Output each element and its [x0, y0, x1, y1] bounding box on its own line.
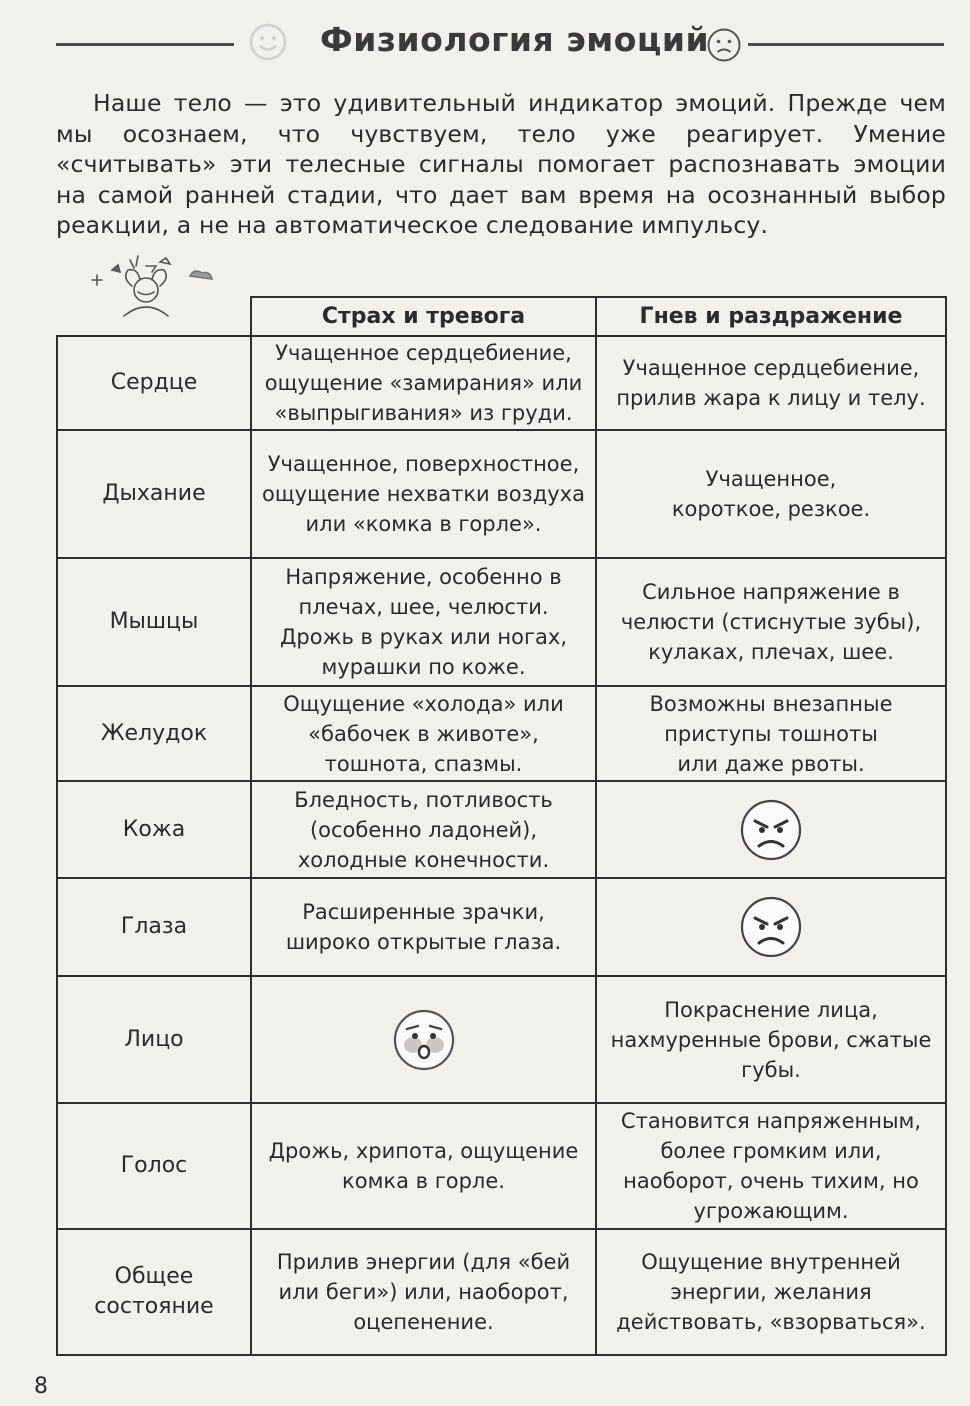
fear-cell: Прилив энергии (для «бей или беги») или, наоборот, оцепенение. [251, 1229, 596, 1355]
fear-cell: Дрожь, хрипота, ощущение комка в горле. [251, 1103, 596, 1229]
anger-cell: Учащенное сердцебиение, прилив жара к лицу и телу. [596, 336, 946, 430]
table-row [57, 558, 946, 686]
fear-cell: Учащенное, поверхностное, ощущение нехватки воздуха или «комка в горле». [251, 430, 596, 558]
angry-face-icon [738, 797, 804, 863]
emotions-physiology-table [56, 296, 947, 1356]
anger-icon-cell [596, 878, 946, 976]
intro-paragraph: Наше тело — это удивительный индикатор эмоций. Прежде чем мы осознаем, что чувствуем, тело уже реагирует. Умение «считывать» эти телесные сигналы помогает распознавать эмоции на самой ранней стадии, что дает вам время на осознанный выбор реакции, а не на автоматическое следование импульсу. [56, 89, 946, 239]
row-category: Лицо [57, 976, 251, 1103]
anger-cell: Становится напряженным, более громким или, наоборот, очень тихим, но угрожающим. [596, 1103, 946, 1229]
table-row [57, 336, 946, 430]
smiley-icon [248, 22, 288, 62]
page-number: 8 [34, 1374, 48, 1399]
anger-cell: Учащенное, короткое, резкое. [596, 430, 946, 558]
table-row [57, 976, 946, 1103]
table-header-corner [57, 297, 251, 336]
row-category: Дыхание [57, 430, 251, 558]
sad-face-icon [706, 27, 742, 63]
table-row [57, 430, 946, 558]
row-category: Сердце [57, 336, 251, 430]
anger-cell: Возможны внезапные приступы тошноты или даже рвоты. [596, 686, 946, 781]
fear-cell: Напряжение, особенно в плечах, шее, челюсти. Дрожь в руках или ногах, мурашки по коже. [251, 558, 596, 686]
anger-cell: Сильное напряжение в челюсти (стиснутые зубы), кулаках, плечах, шее. [596, 558, 946, 686]
row-category: Мышцы [57, 558, 251, 686]
column-header-anger: Гнев и раздражение [596, 297, 946, 336]
anger-icon-cell [596, 781, 946, 878]
row-category: Глаза [57, 878, 251, 976]
table-row [57, 686, 946, 781]
table-row [57, 1229, 946, 1355]
table-row [57, 781, 946, 878]
page-title: Физиология эмоций [320, 20, 710, 59]
anger-cell: Покраснение лица, нахмуренные брови, сжатые губы. [596, 976, 946, 1103]
row-category: Кожа [57, 781, 251, 878]
row-category: Общее состояние [57, 1229, 251, 1355]
row-category: Желудок [57, 686, 251, 781]
table-row [57, 1103, 946, 1229]
angry-face-icon [738, 894, 804, 960]
table-row [57, 878, 946, 976]
fear-cell: Ощущение «холода» или «бабочек в животе», тошнота, спазмы. [251, 686, 596, 781]
anger-cell: Ощущение внутренней энергии, желания действовать, «взорваться». [596, 1229, 946, 1355]
scared-face-icon [391, 1007, 457, 1073]
fear-cell: Расширенные зрачки, широко открытые глаза. [251, 878, 596, 976]
fear-icon-cell [251, 976, 596, 1103]
header-rule-left [56, 43, 234, 46]
header-rule-right [748, 43, 944, 46]
fear-cell: Учащенное сердцебиение, ощущение «замирания» или «выпрыгивания» из груди. [251, 336, 596, 430]
table-header-row [57, 297, 946, 336]
row-category: Голос [57, 1103, 251, 1229]
fear-cell: Бледность, потливость (особенно ладоней), холодные конечности. [251, 781, 596, 878]
column-header-fear: Страх и тревога [251, 297, 596, 336]
